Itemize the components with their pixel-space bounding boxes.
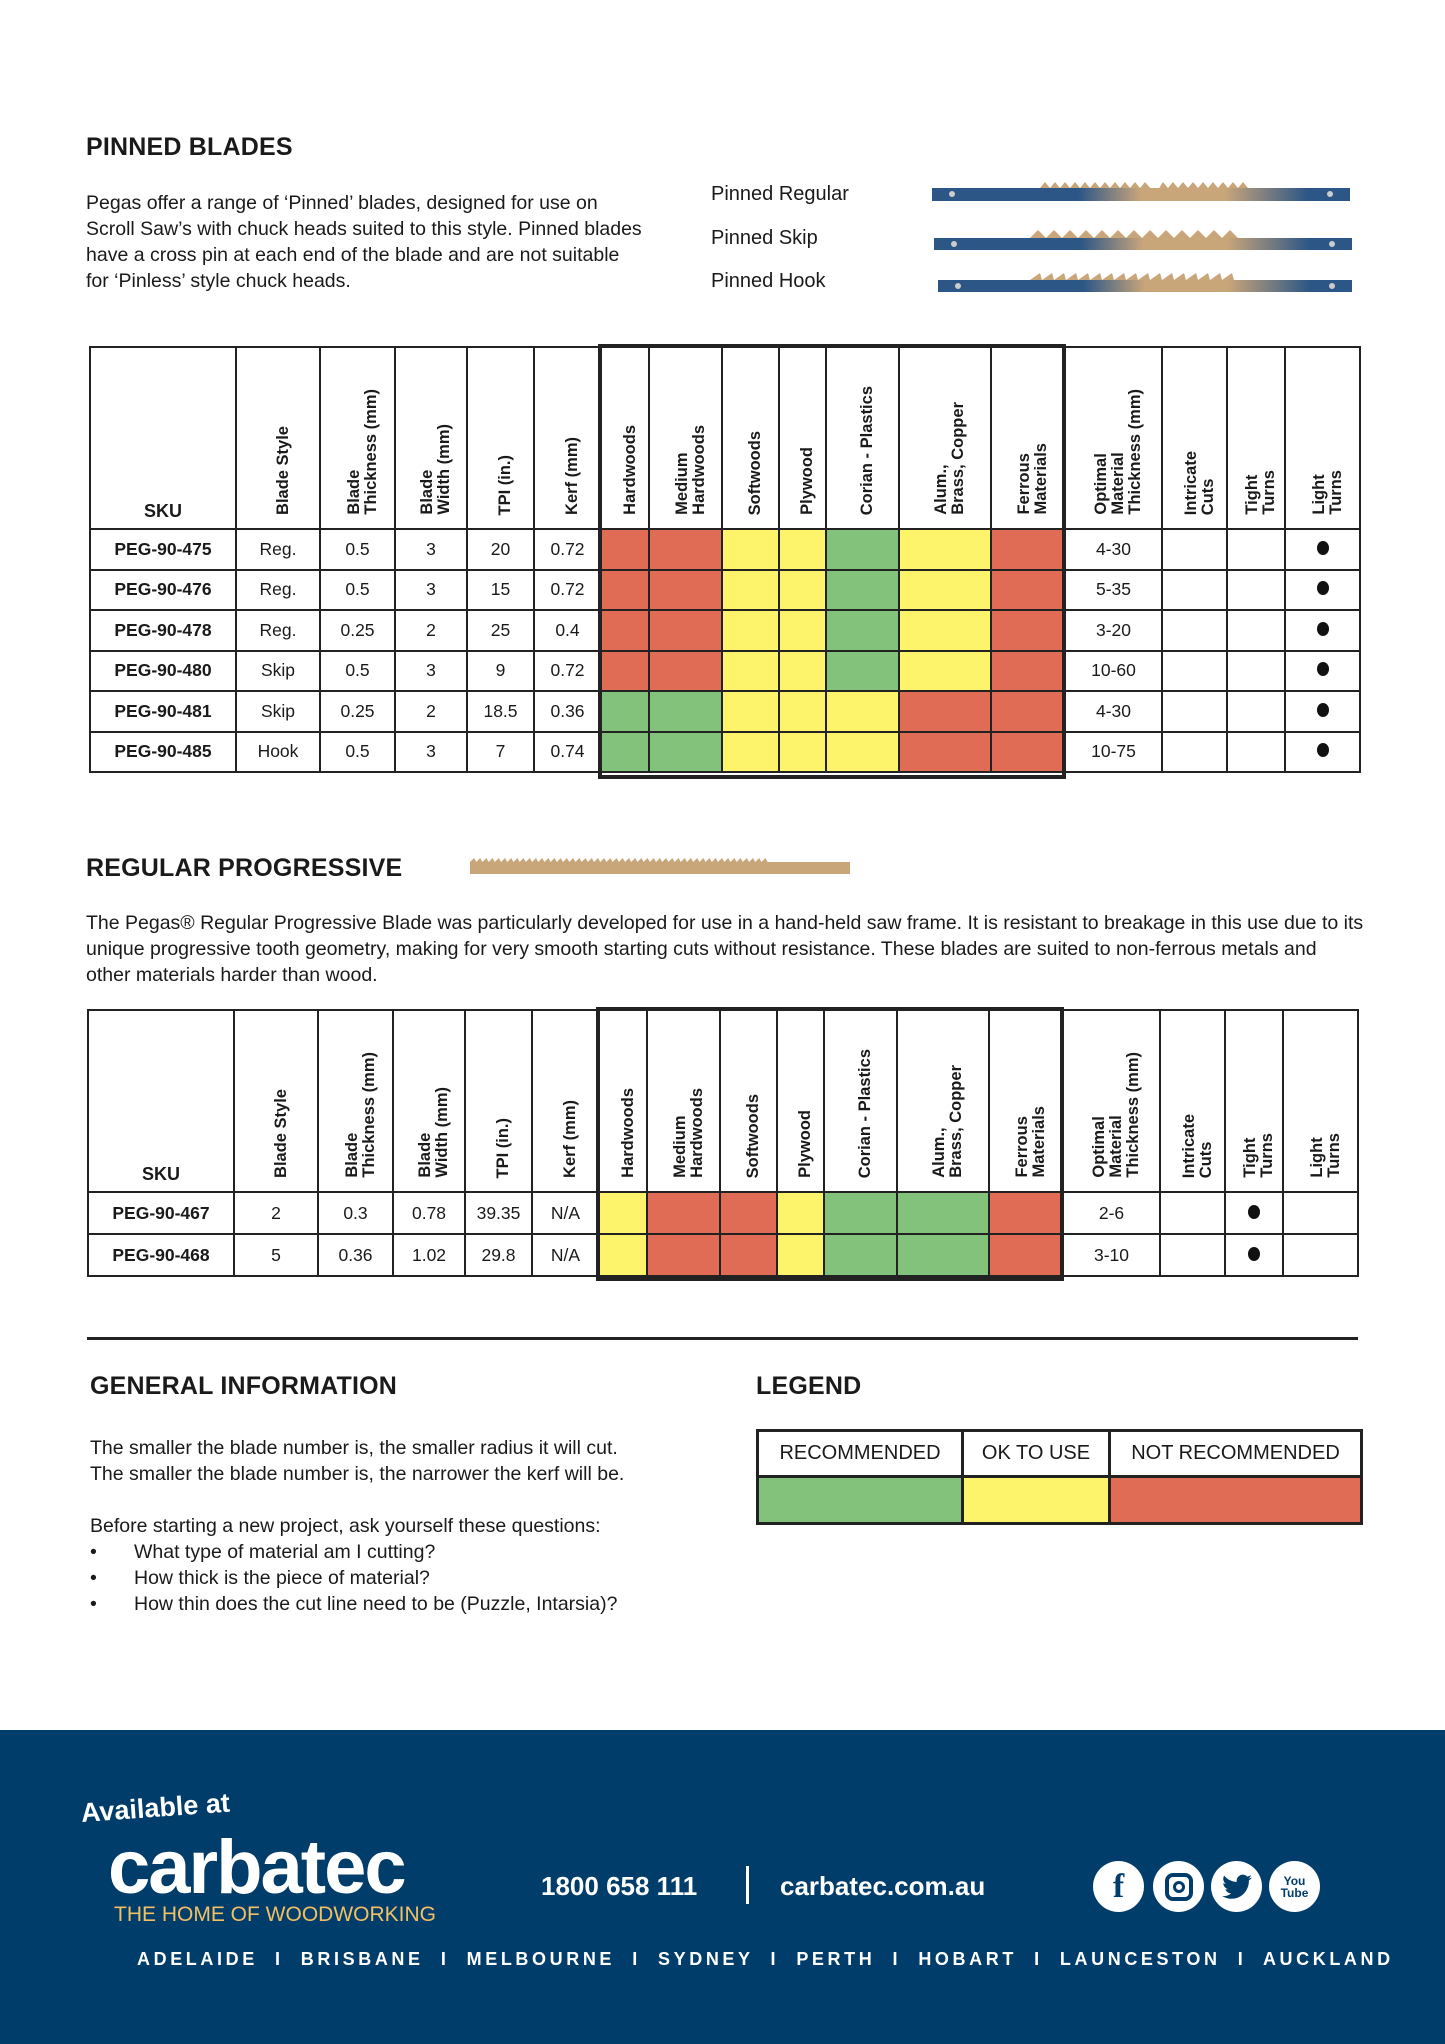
rating-corian-plastics (826, 691, 899, 732)
rating-plywood (779, 570, 826, 611)
style-cell: Reg. (236, 570, 320, 611)
rating-medium-hardwoods (647, 1192, 720, 1234)
column-header: Intricate Cuts (1162, 347, 1227, 529)
kerf-cell: 0.72 (534, 651, 601, 692)
kerf-cell: 0.36 (534, 691, 601, 732)
column-header: Blade Style (236, 347, 320, 529)
tpi-cell: 29.8 (465, 1234, 532, 1276)
column-header: Softwoods (720, 1010, 777, 1192)
rating-plywood (779, 610, 826, 651)
rating-ferrous-materials (991, 529, 1065, 570)
style-cell: 2 (234, 1192, 318, 1234)
legend-table (756, 1429, 1363, 1525)
style-cell: Skip (236, 651, 320, 692)
twitter-icon[interactable] (1211, 1861, 1262, 1912)
rating-plywood (777, 1192, 824, 1234)
column-header: TPI (in.) (465, 1010, 532, 1192)
rating-ferrous-materials (991, 732, 1065, 773)
header-sku: SKU (88, 1010, 234, 1192)
table-row (90, 610, 1360, 651)
intricate-cell (1162, 691, 1227, 732)
column-header: Corian - Plastics (826, 347, 899, 529)
question-item: • How thin does the cut line need to be (Puzzle, Intarsia)? (90, 1593, 618, 1615)
light-cell (1283, 1192, 1358, 1234)
width-cell: 3 (395, 529, 467, 570)
table-row (90, 570, 1360, 611)
city-list: ADELAIDE I BRISBANE I MELBOURNE I SYDNEY I PERTH I HOBART I LAUNCESTON I AUCKLAND (137, 1949, 1394, 1969)
tight-cell (1225, 1192, 1283, 1234)
width-cell: 3 (395, 651, 467, 692)
column-header: Blade Width (mm) (393, 1010, 465, 1192)
logo-tagline: THE HOME OF WOODWORKING (114, 1903, 436, 1926)
width-cell: 0.78 (393, 1192, 465, 1234)
rating-medium-hardwoods (649, 570, 722, 611)
available-at-text: Available at (79, 1787, 231, 1828)
column-header: Hardwoods (599, 1010, 647, 1192)
rating-hardwoods (601, 529, 649, 570)
info-line: The smaller the blade number is, the smaller radius it will cut. (90, 1437, 618, 1459)
intricate-cell (1162, 570, 1227, 611)
column-header: Kerf (mm) (534, 347, 601, 529)
footer (0, 1730, 1445, 2044)
rating-hardwoods (601, 610, 649, 651)
column-header: Ferrous Materials (991, 347, 1065, 529)
optimal-thickness-cell: 2-6 (1063, 1192, 1160, 1234)
column-header: Blade Width (mm) (395, 347, 467, 529)
light-cell (1283, 1234, 1358, 1276)
rating-hardwoods (599, 1234, 647, 1276)
table-row (90, 529, 1360, 570)
questions-intro: Before starting a new project, ask yourself these questions: (90, 1515, 601, 1537)
rating-medium-hardwoods (649, 529, 722, 570)
youtube-icon[interactable]: You Tube (1269, 1861, 1320, 1912)
kerf-cell: 0.72 (534, 529, 601, 570)
legend-not-recommended-swatch (1110, 1477, 1362, 1524)
column-header: Corian - Plastics (824, 1010, 897, 1192)
column-header: Intricate Cuts (1160, 1010, 1225, 1192)
thickness-cell: 0.5 (320, 651, 395, 692)
rating-softwoods (722, 610, 779, 651)
tight-cell (1227, 529, 1285, 570)
style-cell: Hook (236, 732, 320, 773)
sku-cell: PEG-90-476 (90, 570, 236, 611)
rating-corian-plastics (824, 1192, 897, 1234)
tpi-cell: 18.5 (467, 691, 534, 732)
rating-hardwoods (599, 1192, 647, 1234)
kerf-cell: 0.4 (534, 610, 601, 651)
legend-recommended-swatch (758, 1477, 963, 1524)
rating-corian-plastics (824, 1234, 897, 1276)
column-header: TPI (in.) (467, 347, 534, 529)
check-dot-icon (1317, 703, 1329, 717)
rating-hardwoods (601, 732, 649, 773)
pinned-blades-table (89, 346, 1361, 773)
width-cell: 3 (395, 732, 467, 773)
thickness-cell: 0.36 (318, 1234, 393, 1276)
rating-alum-brass-copper (899, 570, 991, 611)
optimal-thickness-cell: 4-30 (1065, 691, 1162, 732)
width-cell: 2 (395, 610, 467, 651)
rating-plywood (779, 732, 826, 773)
rating-alum-brass-copper (899, 651, 991, 692)
rating-softwoods (720, 1234, 777, 1276)
thickness-cell: 0.5 (320, 732, 395, 773)
sku-cell: PEG-90-481 (90, 691, 236, 732)
table-row (88, 1234, 1358, 1276)
kerf-cell: 0.74 (534, 732, 601, 773)
thickness-cell: 0.3 (318, 1192, 393, 1234)
rating-alum-brass-copper (899, 691, 991, 732)
light-cell (1285, 691, 1360, 732)
sku-cell: PEG-90-475 (90, 529, 236, 570)
question-item: • How thick is the piece of material? (90, 1567, 430, 1589)
general-information-body (90, 1435, 740, 1617)
column-header: Tight Turns (1225, 1010, 1283, 1192)
rating-medium-hardwoods (649, 610, 722, 651)
optimal-thickness-cell: 3-20 (1065, 610, 1162, 651)
legend-recommended-label: RECOMMENDED (758, 1431, 963, 1477)
general-information-title: GENERAL INFORMATION (90, 1372, 398, 1400)
rating-alum-brass-copper (897, 1234, 989, 1276)
tpi-cell: 25 (467, 610, 534, 651)
question-item: • What type of material am I cutting? (90, 1541, 436, 1563)
optimal-thickness-cell: 4-30 (1065, 529, 1162, 570)
rating-medium-hardwoods (649, 732, 722, 773)
regular-progressive-table (87, 1009, 1359, 1277)
info-line: The smaller the blade number is, the narrower the kerf will be. (90, 1463, 625, 1485)
tpi-cell: 20 (467, 529, 534, 570)
style-cell: 5 (234, 1234, 318, 1276)
column-header: Plywood (777, 1010, 824, 1192)
check-dot-icon (1317, 622, 1329, 636)
check-dot-icon (1248, 1205, 1260, 1219)
check-dot-icon (1248, 1247, 1260, 1261)
sku-cell: PEG-90-480 (90, 651, 236, 692)
sku-cell: PEG-90-467 (88, 1192, 234, 1234)
tpi-cell: 39.35 (465, 1192, 532, 1234)
table-row (88, 1192, 1358, 1234)
sku-cell: PEG-90-485 (90, 732, 236, 773)
legend-ok-swatch (963, 1477, 1110, 1524)
rating-hardwoods (601, 691, 649, 732)
column-header: Light Turns (1285, 347, 1360, 529)
tight-cell (1225, 1234, 1283, 1276)
facebook-icon[interactable]: f (1093, 1861, 1144, 1912)
legend-not-recommended-label: NOT RECOMMENDED (1110, 1431, 1362, 1477)
section-divider (87, 1337, 1358, 1340)
website-link[interactable]: carbatec.com.au (780, 1871, 986, 1901)
thickness-cell: 0.25 (320, 691, 395, 732)
column-header: Kerf (mm) (532, 1010, 599, 1192)
light-cell (1285, 529, 1360, 570)
blade-label-regular: Pinned Regular (711, 183, 849, 205)
light-cell (1285, 570, 1360, 611)
rating-medium-hardwoods (649, 651, 722, 692)
header-sku: SKU (90, 347, 236, 529)
column-header: Plywood (779, 347, 826, 529)
rating-ferrous-materials (989, 1234, 1063, 1276)
table-row (90, 732, 1360, 773)
pinned-blades-description: Pegas offer a range of ‘Pinned’ blades, designed for use on Scroll Saw’s with chuck heads suited to this style. Pinned blades have a cross pin at each end of the blade and are not suitable for ‘Pinless’ style chuck heads. (86, 192, 642, 292)
tight-cell (1227, 570, 1285, 611)
rating-corian-plastics (826, 732, 899, 773)
rating-ferrous-materials (991, 691, 1065, 732)
column-header: Optimal Material Thickness (mm) (1063, 1010, 1160, 1192)
table-row (90, 651, 1360, 692)
optimal-thickness-cell: 10-75 (1065, 732, 1162, 773)
optimal-thickness-cell: 10-60 (1065, 651, 1162, 692)
rating-medium-hardwoods (649, 691, 722, 732)
pinned-hook-blade-image (938, 273, 1352, 292)
rating-plywood (779, 691, 826, 732)
rating-corian-plastics (826, 610, 899, 651)
sku-cell: PEG-90-468 (88, 1234, 234, 1276)
light-cell (1285, 610, 1360, 651)
rating-softwoods (722, 732, 779, 773)
tpi-cell: 7 (467, 732, 534, 773)
rating-corian-plastics (826, 651, 899, 692)
column-header: Blade Thickness (mm) (318, 1010, 393, 1192)
intricate-cell (1162, 529, 1227, 570)
thickness-cell: 0.25 (320, 610, 395, 651)
rating-ferrous-materials (991, 651, 1065, 692)
column-header: Light Turns (1283, 1010, 1358, 1192)
column-header: Softwoods (722, 347, 779, 529)
rating-corian-plastics (826, 529, 899, 570)
intricate-cell (1162, 651, 1227, 692)
rating-softwoods (722, 691, 779, 732)
column-header: Medium Hardwoods (649, 347, 722, 529)
tight-cell (1227, 651, 1285, 692)
width-cell: 3 (395, 570, 467, 611)
carbatec-logo[interactable]: carbatec (108, 1825, 405, 1910)
light-cell (1285, 651, 1360, 692)
legend-title: LEGEND (756, 1372, 862, 1400)
column-header: Alum., Brass, Copper (897, 1010, 989, 1192)
optimal-thickness-cell: 5-35 (1065, 570, 1162, 611)
rating-softwoods (722, 651, 779, 692)
blade-label-skip: Pinned Skip (711, 227, 818, 249)
column-header: Blade Style (234, 1010, 318, 1192)
separator (746, 1866, 749, 1904)
rating-plywood (777, 1234, 824, 1276)
width-cell: 1.02 (393, 1234, 465, 1276)
light-cell (1285, 732, 1360, 773)
intricate-cell (1162, 610, 1227, 651)
phone-number[interactable]: 1800 658 111 (541, 1871, 698, 1901)
rating-corian-plastics (826, 570, 899, 611)
rating-alum-brass-copper (897, 1192, 989, 1234)
tight-cell (1227, 691, 1285, 732)
column-header: Optimal Material Thickness (mm) (1065, 347, 1162, 529)
column-header: Alum., Brass, Copper (899, 347, 991, 529)
kerf-cell: N/A (532, 1192, 599, 1234)
rating-softwoods (722, 529, 779, 570)
rating-plywood (779, 651, 826, 692)
optimal-thickness-cell: 3-10 (1063, 1234, 1160, 1276)
column-header: Tight Turns (1227, 347, 1285, 529)
progressive-blade-image (468, 858, 852, 878)
intricate-cell (1160, 1234, 1225, 1276)
pinned-blade-images (930, 180, 1355, 300)
kerf-cell: N/A (532, 1234, 599, 1276)
pinned-skip-blade-image (934, 230, 1352, 250)
tpi-cell: 15 (467, 570, 534, 611)
column-header: Hardwoods (601, 347, 649, 529)
check-dot-icon (1317, 541, 1329, 555)
rating-plywood (779, 529, 826, 570)
rating-hardwoods (601, 570, 649, 611)
instagram-icon[interactable] (1153, 1861, 1204, 1912)
rating-softwoods (720, 1192, 777, 1234)
check-dot-icon (1317, 581, 1329, 595)
pinned-regular-blade-image (932, 182, 1350, 201)
pinned-blades-title: PINNED BLADES (86, 133, 293, 161)
column-header: Blade Thickness (mm) (320, 347, 395, 529)
check-dot-icon (1317, 743, 1329, 757)
rating-medium-hardwoods (647, 1234, 720, 1276)
rating-softwoods (722, 570, 779, 611)
thickness-cell: 0.5 (320, 529, 395, 570)
rating-hardwoods (601, 651, 649, 692)
blade-label-hook: Pinned Hook (711, 270, 826, 292)
rating-alum-brass-copper (899, 732, 991, 773)
table-row (90, 691, 1360, 732)
tpi-cell: 9 (467, 651, 534, 692)
rating-alum-brass-copper (899, 529, 991, 570)
thickness-cell: 0.5 (320, 570, 395, 611)
intricate-cell (1162, 732, 1227, 773)
style-cell: Skip (236, 691, 320, 732)
intricate-cell (1160, 1192, 1225, 1234)
regular-progressive-title: REGULAR PROGRESSIVE (86, 854, 403, 882)
check-dot-icon (1317, 662, 1329, 676)
tight-cell (1227, 610, 1285, 651)
column-header: Ferrous Materials (989, 1010, 1063, 1192)
sku-cell: PEG-90-478 (90, 610, 236, 651)
rating-ferrous-materials (991, 610, 1065, 651)
width-cell: 2 (395, 691, 467, 732)
rating-ferrous-materials (991, 570, 1065, 611)
rating-alum-brass-copper (899, 610, 991, 651)
kerf-cell: 0.72 (534, 570, 601, 611)
column-header: Medium Hardwoods (647, 1010, 720, 1192)
tight-cell (1227, 732, 1285, 773)
style-cell: Reg. (236, 529, 320, 570)
legend-ok-label: OK TO USE (963, 1431, 1110, 1477)
regular-progressive-description: The Pegas® Regular Progressive Blade was particularly developed for use in a hand-held saw frame. It is resistant to breakage in this use due to its unique progressive tooth geometry, making for very smooth starting cuts without resistance. These blades are suited to non-ferrous metals and other materials harder than wood. (86, 912, 1364, 986)
rating-ferrous-materials (989, 1192, 1063, 1234)
style-cell: Reg. (236, 610, 320, 651)
